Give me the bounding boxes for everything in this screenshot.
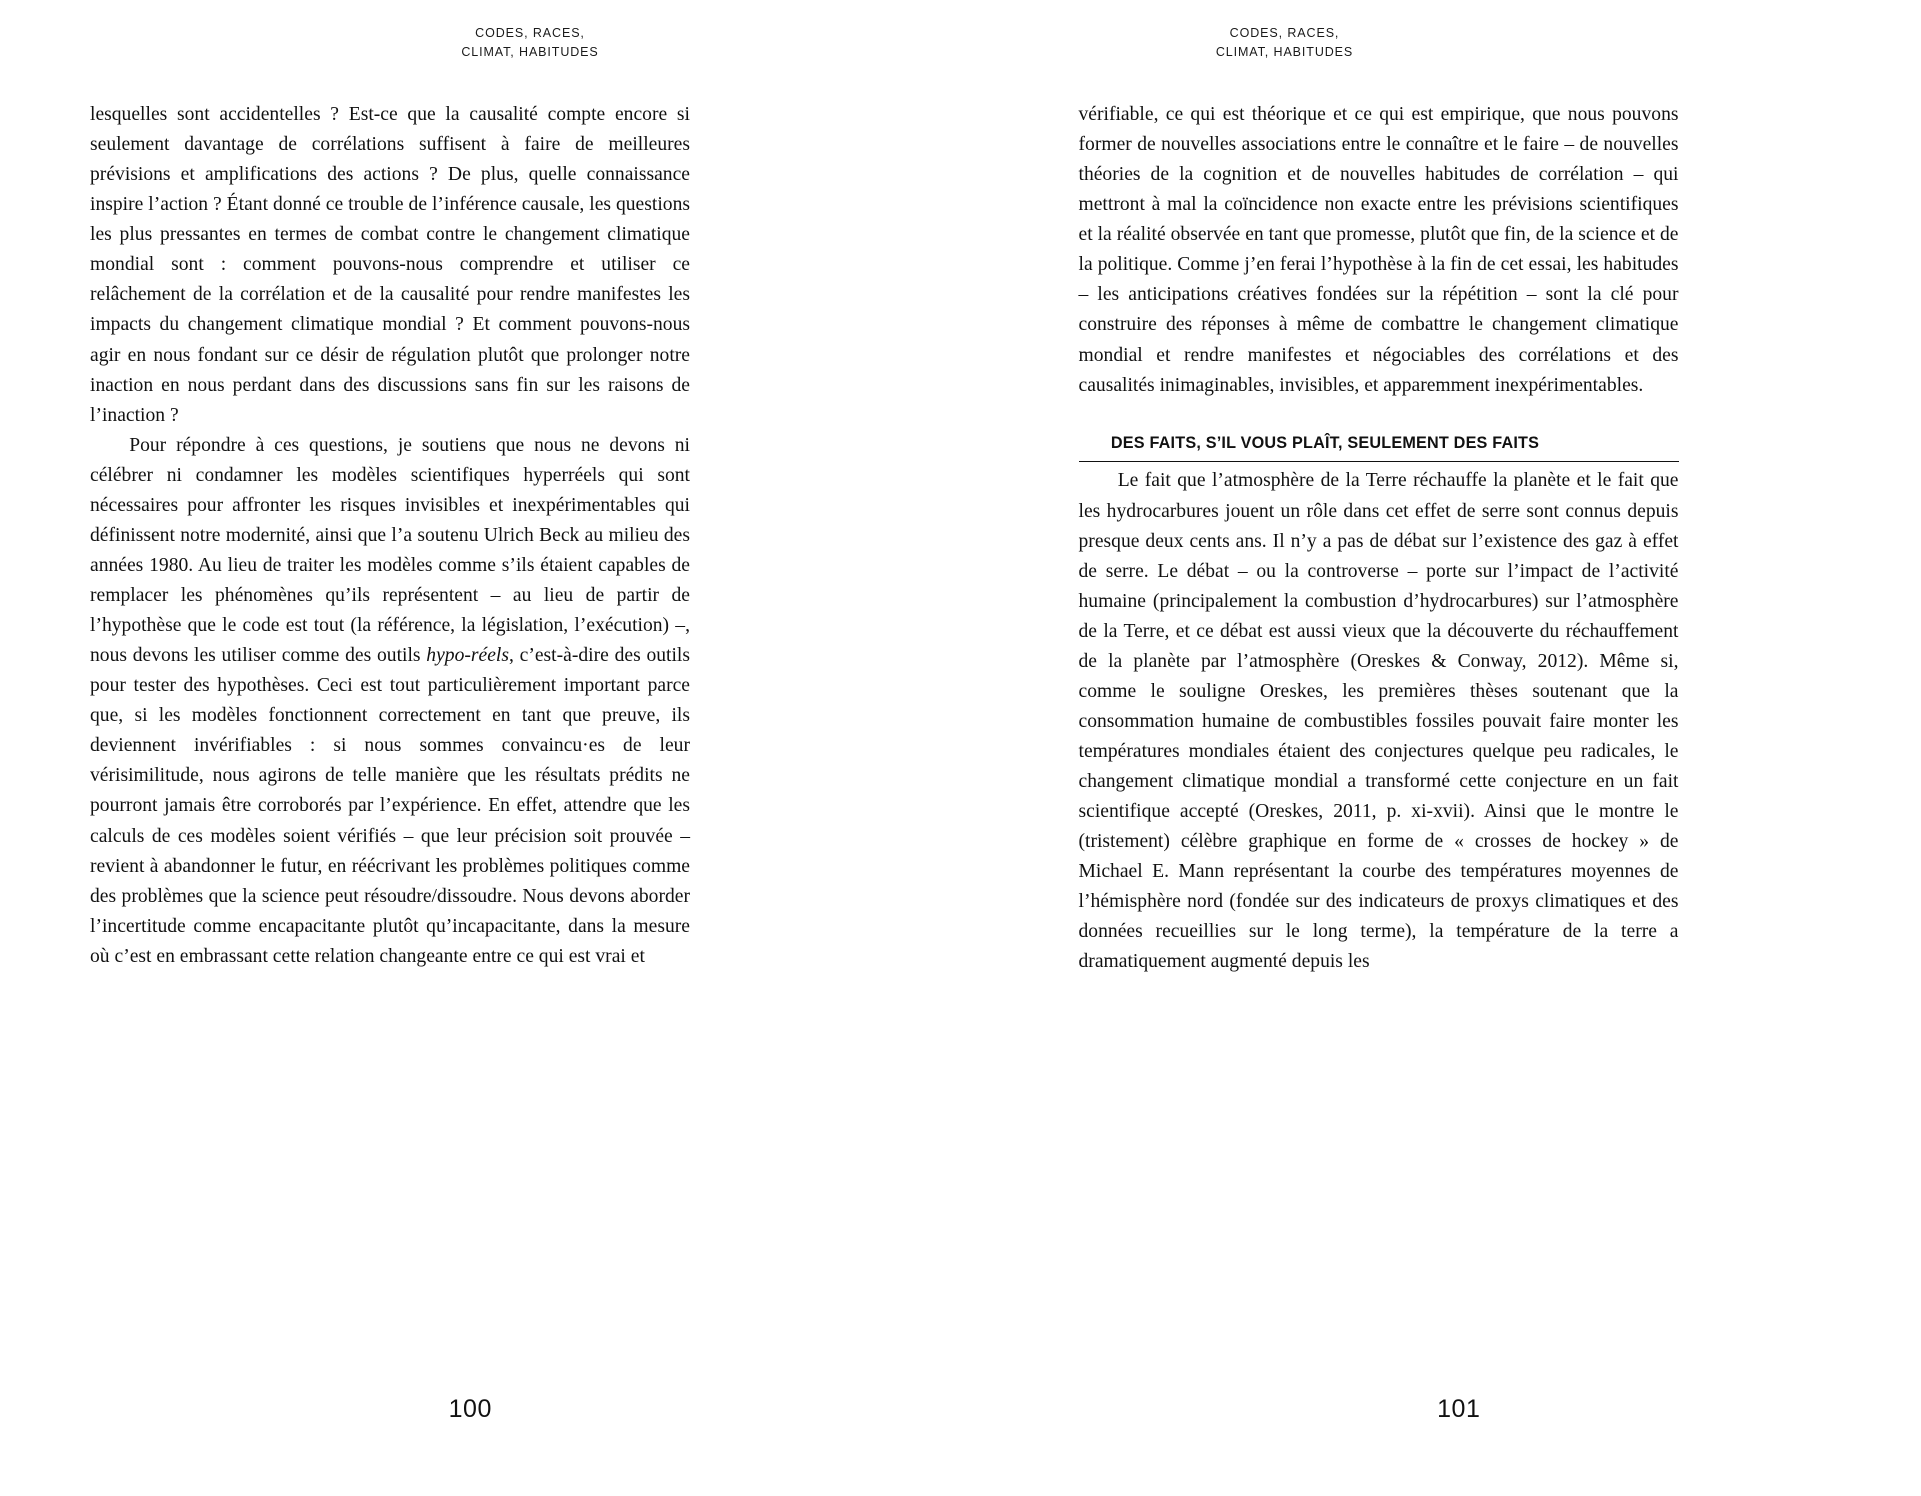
paragraph-left-2-part1: Pour répondre à ces questions, je soutiens que nous ne devons ni célébrer ni condamner les modèles scientifiques hyperréels qui sont nécessaires pour affronter les risques invisibles et inexpérimentables qui définissent notre modernité, ainsi que l’a soutenu Ulrich Beck au milieu des années 1980. Au lieu de traiter les modèles comme s’ils étaient capables de remplacer les phénomènes qu’ils représentent – au lieu de partir de l’hypothèse que le code est tout (la référence, la législation, l’exécution) –, nous devons les utiliser comme des outils [90,434,690,667]
running-head-right-line2: CLIMAT, HABITUDES [1215,45,1354,60]
running-head-left-line1: CODES, RACES, [475,26,585,40]
body-text-left [90,100,690,972]
paragraph-left-2-emphasis: hypo-réels [426,645,509,667]
running-head-left [400,24,660,63]
paragraph-right-2: Le fait que l’atmosphère de la Terre réchauffe la planète et le fait que les hydrocarbures jouent un rôle dans cet effet de serre sont connus depuis presque deux cents ans. Il n’y a pas de débat sur l’existence des gaz à effet de serre. Le débat – ou la controverse – porte sur l’impact de l’activité humaine (principalement la combustion d’hydrocarbures) sur l’atmosphère de la Terre, et ce débat est aussi vieux que la découverte du réchauffement de la planète par l’atmosphère (Oreskes & Conway, 2012). Même si, comme le souligne Oreskes, les premières thèses soutenant que la consommation humaine de combustibles fossiles pouvait faire monter les températures mondiales étaient des conjectures quelque peu radicales, le changement climatique mondial a transformé cette conjecture en un fait scientifique accepté (Oreskes, 2011, p. xi-xvii). Ainsi que le montre le (tristement) célèbre graphique en forme de « crosses de hockey » de Michael E. Mann représentant la courbe des températures moyennes de l’hémisphère nord (fondée sur des indicateurs de proxys climatiques et des données recueillies sur le long terme), la température de la terre a dramatiquement augmenté depuis les [1078,470,1679,973]
paragraph-left-2-part2: , c’est-à-dire des outils pour tester des hypothèses. Ceci est tout particulièrement important parce que, si les modèles fonctionnent correctement en tant que preuve, ils deviennent invérifiables : si nous sommes convaincu·es de leur vérisimilitude, nous agirons de telle manière que les résultats prédits ne pourront jamais être corroborés par l’expérience. En effet, attendre que les calculs de ces modèles soient vérifiés – que leur précision soit prouvée – revient à abandonner le futur, en réécrivant les problèmes politiques comme des problèmes que la science peut résoudre/dissoudre. Nous devons aborder l’incertitude comme encapacitante plutôt qu’incapacitante, dans la mesure où c’est en embrassant cette relation changeante entre ce qui est vrai et [90,645,690,967]
page-right [961,0,1921,1496]
page-number-right: 101 [1437,1395,1481,1423]
running-head-right [1155,24,1415,63]
body-text-right [1079,100,1679,978]
paragraph-left-2 [90,431,690,972]
page-number-left: 100 [448,1395,492,1423]
paragraph-right-1: vérifiable, ce qui est théorique et ce qui est empirique, que nous pouvons former de nouvelles associations entre le connaître et le faire – de nouvelles théories de la cognition et de nouvelles habitudes de corrélation – qui mettront à mal la coïncidence non exacte entre les prévisions scientifiques et la réalité observée en tant que promesse, plutôt que fin, de la science et de la politique. Comme j’en ferai l’hypothèse à la fin de cet essai, les habitudes – les anticipations créatives fondées sur la répétition – sont la clé pour construire des réponses à même de combattre le changement climatique mondial et rendre manifestes et négociables des corrélations et des causalités inimaginables, invisibles, et apparemment inexpérimentables. [1078,104,1679,396]
running-head-left-line2: CLIMAT, HABITUDES [461,45,599,60]
paragraph-left-1: lesquelles sont accidentelles ? Est-ce que la causalité compte encore si seulement davantage de corrélations suffisent à faire de meilleures prévisions et amplifications des actions ? De plus, quelle connaissance inspire l’action ? Étant donné ce trouble de l’inférence causale, les questions les plus pressantes en termes de combat contre le changement climatique mondial sont : comment pouvons-nous comprendre et utiliser ce relâchement de la corrélation et de la causalité pour rendre manifestes les impacts du changement climatique mondial ? Et comment pouvons-nous agir en nous fondant sur ce désir de régulation plutôt que prolonger notre inaction en nous perdant dans des discussions sans fin sur les raisons de l’inaction ? [90,104,690,426]
running-head-right-line1: CODES, RACES, [1229,26,1340,40]
section-heading: DES FAITS, S’IL VOUS PLAÎT, SEULEMENT DES FAITS [1079,431,1679,463]
